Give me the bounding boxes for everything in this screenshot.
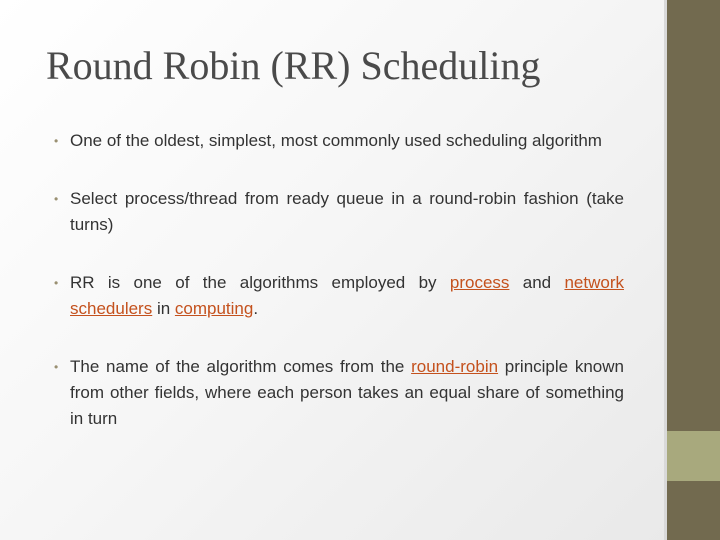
sidebar-accent-block (667, 431, 720, 481)
bullet-dot-icon: • (54, 276, 59, 290)
bullet-text: principle known from other fields, where each person takes an equal share of something in turn (70, 357, 624, 428)
bullet-dot-icon: • (54, 134, 59, 148)
computing-link[interactable]: computing (174, 299, 254, 318)
bullet-text: One of the oldest, simplest, most commonly used scheduling algorithm (70, 131, 602, 150)
bullet-text: . (253, 299, 259, 318)
bullet-item (52, 270, 624, 322)
bullet-list (52, 128, 624, 464)
bullet-text: The name of the algorithm comes from the (70, 357, 412, 376)
bullet-item (52, 354, 624, 432)
bullet-dot-icon: • (54, 192, 59, 206)
bullet-text: Select process/thread from ready queue in a round-robin fashion (take turns) (70, 189, 624, 234)
slide-title: Round Robin (RR) Scheduling (46, 43, 541, 88)
process-link[interactable]: process (449, 273, 510, 292)
bullet-dot-icon: • (54, 360, 59, 374)
bullet-text: and (509, 273, 565, 292)
bullet-item (52, 128, 624, 154)
bullet-text: RR is one of the algorithms employed by (70, 273, 450, 292)
round-robin-link[interactable]: round-robin (411, 357, 499, 376)
bullet-text: in (152, 299, 175, 318)
bullet-item (52, 186, 624, 238)
network-schedulers-link[interactable]: network schedulers (70, 273, 624, 318)
